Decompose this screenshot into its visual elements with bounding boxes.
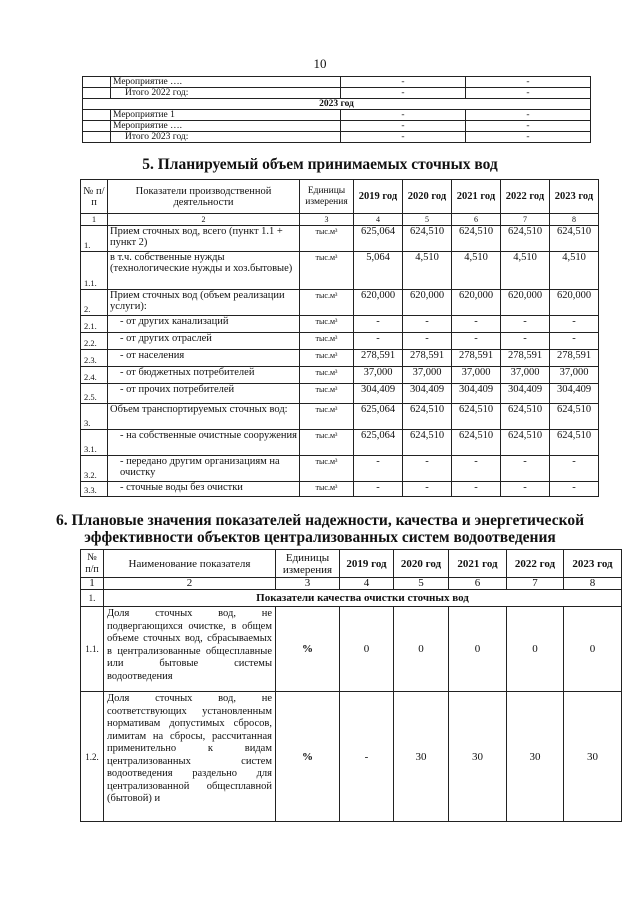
row-value: 624,510	[403, 226, 452, 252]
row-value: -	[354, 316, 403, 333]
row-unit: тыс.м³	[300, 384, 354, 404]
row-value: 620,000	[501, 290, 550, 316]
table-row	[81, 316, 599, 333]
row-name: - от других канализаций	[108, 316, 300, 333]
row-name: - сточные воды без очистки	[108, 482, 300, 497]
row-value: 624,510	[550, 226, 599, 252]
table-row	[81, 252, 599, 290]
row-name: Объем транспортируемых сточных вод:	[108, 404, 300, 430]
row-value: 304,409	[354, 384, 403, 404]
row-name: - от других отраслей	[108, 333, 300, 350]
reliability-indicators-table	[80, 549, 622, 822]
row-value: 4,510	[403, 252, 452, 290]
row-value: 624,510	[403, 404, 452, 430]
row-name: - на собственные очистные сооружения	[108, 430, 300, 456]
row-name: в т.ч. собственные нужды (технологические нужды и хоз.бытовые)	[108, 252, 300, 290]
row-value: -	[354, 333, 403, 350]
row-value: 624,510	[501, 404, 550, 430]
group-row: 1. Показатели качества очистки сточных вод	[81, 590, 622, 607]
row-name: Прием сточных вод, всего (пункт 1.1 + пункт 2)	[108, 226, 300, 252]
row-index: 2.	[81, 290, 108, 316]
row-value: 624,510	[501, 430, 550, 456]
row-value: -	[452, 316, 501, 333]
table-row	[81, 456, 599, 482]
row-index: 2.2.	[81, 333, 108, 350]
row-value: 624,510	[452, 226, 501, 252]
row-value: -	[403, 482, 452, 497]
row-index: 1.	[81, 226, 108, 252]
row-value: 625,064	[354, 226, 403, 252]
row-name: - от населения	[108, 350, 300, 367]
row-index: 3.2.	[81, 456, 108, 482]
section6-title-line1: 6. Плановые значения показателей надежности, качества и энергетической	[55, 512, 585, 529]
row-value: 624,510	[452, 404, 501, 430]
row-value: -	[452, 333, 501, 350]
row-index: 1.1.	[81, 252, 108, 290]
row-value: -	[403, 333, 452, 350]
table-row	[81, 430, 599, 456]
row-unit: тыс.м³	[300, 333, 354, 350]
row-value: -	[501, 456, 550, 482]
row-unit: тыс.м³	[300, 456, 354, 482]
row-value: 4,510	[452, 252, 501, 290]
row-value: -	[452, 456, 501, 482]
row-value: 278,591	[354, 350, 403, 367]
page-number: 10	[313, 56, 327, 71]
row-index: 2.5.	[81, 384, 108, 404]
row-value: 625,064	[354, 430, 403, 456]
table-row: Мероприятие …. - -	[83, 121, 591, 132]
row-name: - от прочих потребителей	[108, 384, 300, 404]
row-value: 4,510	[550, 252, 599, 290]
section5-title: 5. Планируемый объем принимаемых сточных вод	[142, 156, 498, 173]
row-value: 624,510	[403, 430, 452, 456]
row-value: -	[550, 333, 599, 350]
row-value: -	[550, 482, 599, 497]
row-name: - передано другим организациям на очистку	[108, 456, 300, 482]
row-name: Прием сточных вод (объем реализации услуги):	[108, 290, 300, 316]
row-value: -	[550, 316, 599, 333]
row-index: 3.3.	[81, 482, 108, 497]
row-value: 624,510	[501, 226, 550, 252]
section-row	[83, 99, 591, 110]
row-index: 2.4.	[81, 367, 108, 384]
indicator-name: Доля сточных вод, не соответствующих установленным нормативам допустимых сбросов, лимитам на сбросы, рассчитанная применительно к видам централизованных систем водоотведения раздельно для централизованной общесплавной (бытовой) и	[104, 692, 276, 822]
wastewater-volume-table	[80, 179, 599, 497]
table-row	[81, 367, 599, 384]
row-value: -	[501, 316, 550, 333]
section6-title-line2: эффективности объектов централизованных систем водоотведения	[84, 529, 556, 546]
row-value: 620,000	[550, 290, 599, 316]
table-row: Мероприятие 1 - -	[83, 110, 591, 121]
row-value: -	[501, 482, 550, 497]
row-value: -	[501, 333, 550, 350]
table-body	[81, 226, 599, 497]
row-unit: тыс.м³	[300, 367, 354, 384]
table-row: 1.1. Доля сточных вод, не подвергающихся очистке, в общем объеме сточных вод, сбрасываемых в централизованные общесплавные или бытовые системы водоотведения % 0 0 0 0 0	[81, 607, 622, 692]
row-value: 620,000	[403, 290, 452, 316]
row-value: 624,510	[452, 430, 501, 456]
table-row: 1.2. Доля сточных вод, не соответствующих установленным нормативам допустимых сбросов, лимитам на сбросы, рассчитанная применительно к видам централизованных систем водоотведения раздельно для централизованной общесплавной (бытовой) и % - 30 30 30 30	[81, 692, 622, 822]
row-value: 624,510	[550, 404, 599, 430]
row-value: 278,591	[452, 350, 501, 367]
row-value: -	[354, 456, 403, 482]
table-row	[81, 226, 599, 252]
row-value: 278,591	[501, 350, 550, 367]
table-header: № п/п Наименование показателя Единицы измерения 2019 год 2020 год 2021 год 2022 год 2023 год	[81, 550, 622, 578]
row-value: 4,510	[501, 252, 550, 290]
row-value: 278,591	[403, 350, 452, 367]
row-unit: тыс.м³	[300, 350, 354, 367]
row-value: 37,000	[550, 367, 599, 384]
activities-table	[82, 76, 591, 143]
row-value: 37,000	[403, 367, 452, 384]
table-row	[81, 384, 599, 404]
row-name: - от бюджетных потребителей	[108, 367, 300, 384]
row-value: 620,000	[452, 290, 501, 316]
row-value: 37,000	[452, 367, 501, 384]
row-unit: тыс.м³	[300, 430, 354, 456]
row-value: 625,064	[354, 404, 403, 430]
row-value: 620,000	[354, 290, 403, 316]
activity-label: Мероприятие ….	[111, 77, 341, 88]
table-row	[81, 482, 599, 497]
row-value: 278,591	[550, 350, 599, 367]
row-value: 304,409	[403, 384, 452, 404]
row-value: 5,064	[354, 252, 403, 290]
row-value: 624,510	[550, 430, 599, 456]
table-header: № п/п Показатели производственной деятельности Единицы измерения 2019 год 2020 год 2021 год 2022 год 2023 год	[81, 180, 599, 214]
activity-total: Итого 2022 год:	[111, 88, 341, 99]
row-unit: тыс.м³	[300, 482, 354, 497]
row-unit: тыс.м³	[300, 316, 354, 333]
indicator-name: Доля сточных вод, не подвергающихся очистке, в общем объеме сточных вод, сбрасываемых в централизованные общесплавные или бытовые системы водоотведения	[104, 607, 276, 692]
row-index: 2.3.	[81, 350, 108, 367]
row-unit: тыс.м³	[300, 252, 354, 290]
row-unit: тыс.м³	[300, 404, 354, 430]
table-row: Итого 2022 год: - -	[83, 88, 591, 99]
row-value: 37,000	[354, 367, 403, 384]
row-value: 304,409	[452, 384, 501, 404]
row-value: -	[403, 456, 452, 482]
column-numbers: 1 2 3 4 5 6 7 8	[81, 214, 599, 226]
group-title: Показатели качества очистки сточных вод	[104, 590, 622, 607]
row-value: 304,409	[501, 384, 550, 404]
table-row	[81, 404, 599, 430]
table-row: Мероприятие …. - -	[83, 77, 591, 88]
row-value: -	[452, 482, 501, 497]
year-section-2023: 2023 год	[83, 99, 591, 110]
row-value: -	[354, 482, 403, 497]
table-row: Итого 2023 год: - -	[83, 132, 591, 143]
row-value: -	[403, 316, 452, 333]
row-unit: тыс.м³	[300, 290, 354, 316]
table-row	[81, 333, 599, 350]
table-row	[81, 290, 599, 316]
row-index: 3.1.	[81, 430, 108, 456]
row-value: -	[550, 456, 599, 482]
table-row	[81, 350, 599, 367]
column-numbers: 1 2 3 4 5 6 7 8	[81, 578, 622, 590]
row-index: 2.1.	[81, 316, 108, 333]
row-value: 304,409	[550, 384, 599, 404]
row-value: 37,000	[501, 367, 550, 384]
row-index: 3.	[81, 404, 108, 430]
row-unit: тыс.м³	[300, 226, 354, 252]
